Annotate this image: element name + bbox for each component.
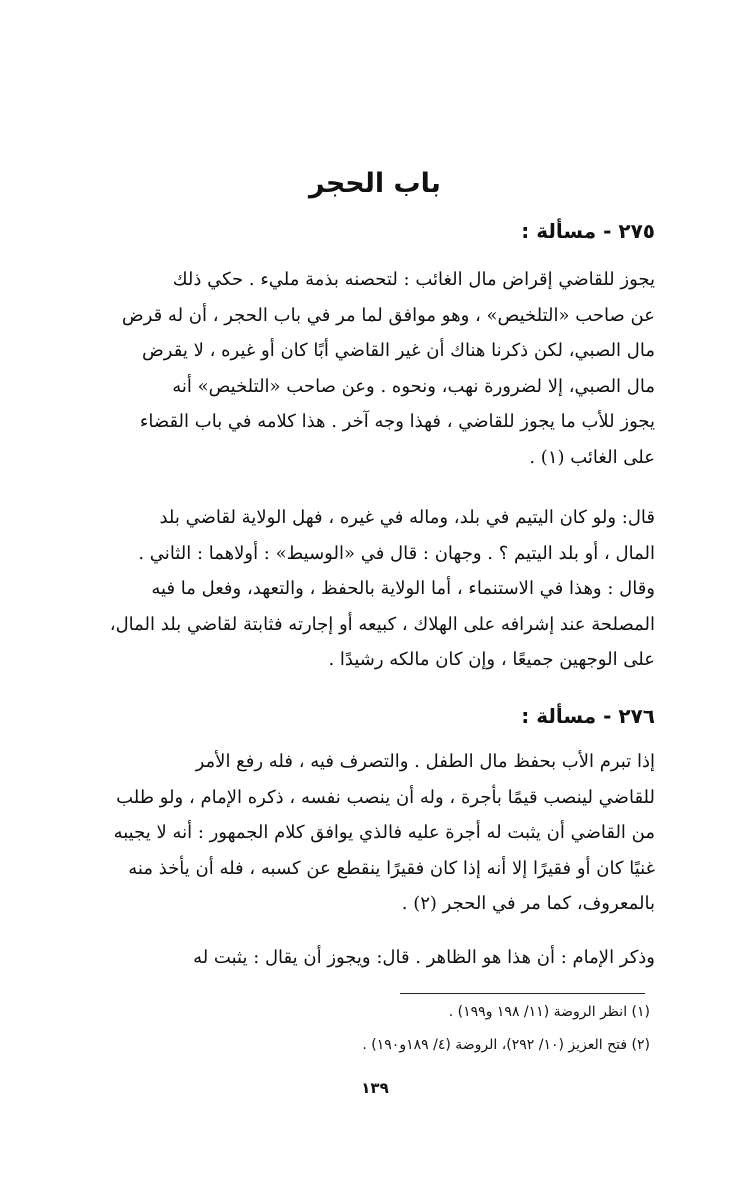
footnote-2: (٢) فتح العزيز (١٠/ ٢٩٢)، الروضة (٤/ ١٨٩و١٩٠) . (362, 1037, 650, 1053)
issue-heading-275: ٢٧٥ - مسألة : (521, 219, 655, 243)
text-line: يجوز للأب ما يجوز للقاضي ، فهذا وجه آخر . هذا كلامه في باب القضاء (139, 411, 655, 432)
text-line: المصلحة عند إشرافه على الهلاك ، كبيعه أو إجارته فثابتة لقاضي بلد المال، (109, 613, 655, 635)
text-line: يجوز للقاضي إقراض مال الغائب : لتحصنه بذمة مليء . حكي ذلك (172, 269, 655, 290)
text-line: إذا تبرم الأب بحفظ مال الطفل . والتصرف فيه ، فله رفع الأمر (195, 751, 655, 772)
text-line: على الغائب (١) . (529, 446, 655, 468)
paragraph-guardianship (87, 500, 655, 678)
text-line: للقاضي لينصب قيمًا بأجرة ، وله أن ينصب نفسه ، ذكره الإمام ، ولو طلب (116, 786, 655, 808)
issue-275-paragraph (87, 262, 655, 475)
text-line: على الوجهين جميعًا ، وإن كان مالكه رشيدًا . (328, 649, 655, 670)
footnote-divider (400, 993, 645, 994)
issue-276-paragraph (87, 744, 655, 922)
text-line: وذكر الإمام : أن هذا هو الظاهر . قال: ويجوز أن يقال : يثبت له (193, 947, 655, 968)
footnote-1: (١) انظر الروضة (١١/ ١٩٨ و١٩٩) . (448, 1004, 650, 1020)
text-line: مال الصبي، لكن ذكرنا هناك أن غير القاضي أبًا كان أو غيره ، لا يقرض (142, 340, 655, 361)
text-line: غنيًا كان أو فقيرًا إلا أنه إذا كان فقيرًا ينقطع عن كسبه ، فله أن يأخذ منه (128, 857, 655, 879)
chapter-title: باب الحجر (309, 168, 441, 199)
text-line: مال الصبي، إلا لضرورة نهب، ونحوه . وعن صاحب «التلخيص» أنه (172, 375, 655, 397)
text-line: من القاضي أن يثبت له أجرة عليه فالذي يوافق كلام الجمهور : أنه لا يجيبه (113, 822, 655, 843)
paragraph-imam (87, 940, 655, 976)
page-number: ١٣٩ (361, 1079, 389, 1097)
text-line: قال: ولو كان اليتيم في بلد، وماله في غيره ، فهل الولاية لقاضي بلد (159, 507, 655, 528)
issue-heading-276: ٢٧٦ - مسألة : (521, 704, 655, 728)
text-line: وقال : وهذا في الاستنماء ، أما الولاية بالحفظ ، والتعهد، وفعل ما فيه (151, 578, 655, 599)
text-line: عن صاحب «التلخيص» ، وهو موافق لما مر في باب الحجر ، أن له قرض (121, 304, 655, 326)
text-line: المال ، أو بلد اليتيم ؟ . وجهان : قال في «الوسيط» : أولاهما : الثاني . (138, 542, 655, 564)
text-line: بالمعروف، كما مر في الحجر (٢) . (401, 893, 655, 914)
